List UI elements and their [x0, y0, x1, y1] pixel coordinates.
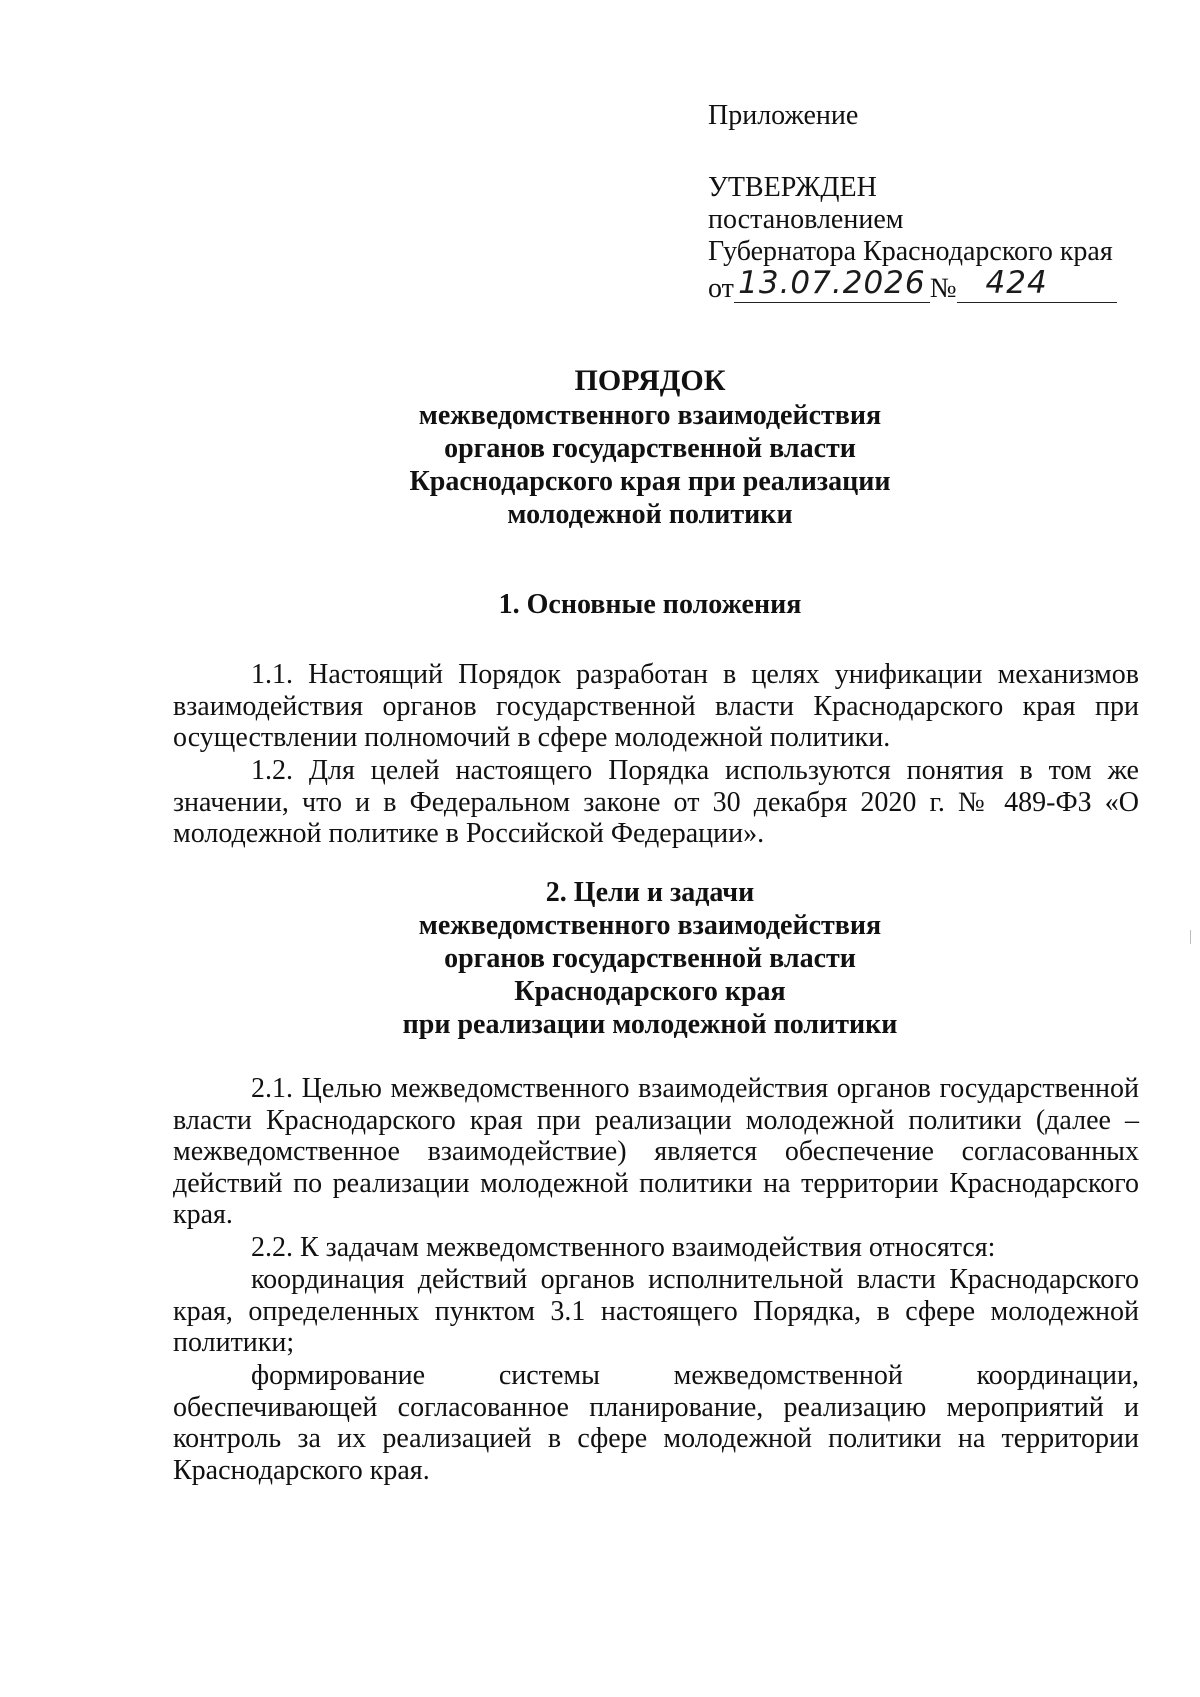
section-heading-line: межведомственного взаимодействия: [418, 910, 882, 941]
section-heading-line: при реализации молодежной политики: [402, 1009, 898, 1040]
handwritten-date: 13.07.2026: [738, 265, 926, 301]
number-prefix: №: [929, 273, 957, 304]
date-blank: [734, 265, 930, 303]
paragraph-1-1: 1.1. Настоящий Порядок разработан в целях унификации механизмов взаимодействия органов государственной власти Краснодарского края при осуществлении полномочий в сфере молодежной политики.: [173, 659, 1139, 753]
scan-margin-mark: [1190, 930, 1191, 944]
approved-label: УТВЕРЖДЕН: [708, 172, 877, 203]
annex-label: Приложение: [708, 100, 859, 131]
title-main: ПОРЯДОК: [574, 364, 726, 397]
title-line: органов государственной власти: [444, 433, 856, 464]
document-title: [170, 364, 1130, 531]
number-blank: [957, 265, 1117, 303]
title-line: Краснодарского края при реализации: [409, 466, 891, 497]
section-1-heading: [170, 588, 1130, 621]
section-heading-line: Краснодарского края: [514, 976, 786, 1007]
approval-stamp-block: [708, 100, 1148, 305]
section-heading-line: 1. Основные положения: [498, 589, 802, 620]
date-prefix: от: [708, 273, 734, 304]
paragraph-formation: формирование системы межведомственной координации, обеспечивающей согласованное планирование, реализацию мероприятий и контроль за их реализацией в сфере молодежной политики на территории Краснодарского края.: [173, 1360, 1139, 1486]
paragraph-1-2: 1.2. Для целей настоящего Порядка используются понятия в том же значении, что и в Федеральном законе от 30 декабря 2020 г. № 489-ФЗ «О молодежной политике в Российской Федерации».: [173, 755, 1139, 849]
paragraph-2-1: 2.1. Целью межведомственного взаимодействия органов государственной власти Краснодарского края при реализации молодежной политики (далее – межведомственное взаимодействие) является обеспечение согласованных действий по реализации молодежной политики на территории Краснодарского края.: [173, 1073, 1139, 1230]
section-heading-line: 2. Цели и задачи: [545, 877, 755, 908]
section-heading-line: органов государственной власти: [444, 943, 856, 974]
paragraph-2-2: 2.2. К задачам межведомственного взаимодействия относятся:: [251, 1232, 996, 1263]
governor-label: Губернатора Краснодарского края: [708, 236, 1113, 267]
section-2-heading: [170, 876, 1130, 1041]
title-line: молодежной политики: [507, 499, 793, 530]
paragraph-coordination: координация действий органов исполнительной власти Краснодарского края, определенных пунктом 3.1 настоящего Порядка, в сфере молодежной политики;: [173, 1264, 1139, 1358]
title-line: межведомственного взаимодействия: [418, 400, 882, 431]
date-number-line: [708, 265, 1148, 305]
resolution-label: постановлением: [708, 204, 904, 235]
handwritten-number: 424: [985, 265, 1048, 301]
